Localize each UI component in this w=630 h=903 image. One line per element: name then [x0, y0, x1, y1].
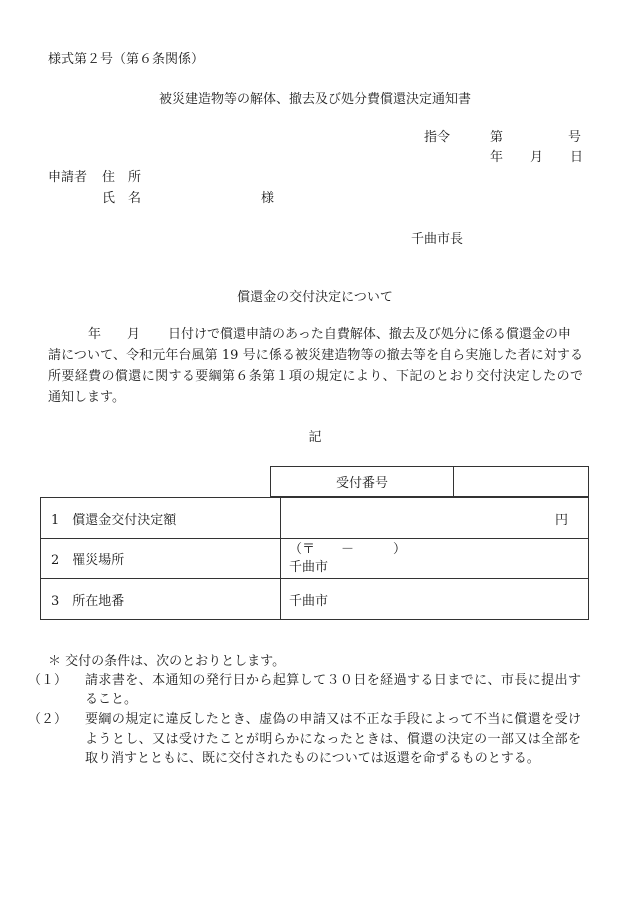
amount-value[interactable]: 円 — [281, 498, 589, 539]
receipt-value[interactable] — [454, 467, 589, 497]
receipt-table — [270, 466, 589, 497]
date-day: 日 — [570, 150, 584, 165]
body-line-4: 通知します。 — [48, 390, 125, 405]
condition-2-number: （２） — [28, 712, 68, 727]
body-line-3: 所要経費の償還に関する要綱第６条第１項の規定により、下記のとおり交付決定したので — [48, 369, 583, 384]
location-city: 千曲市 — [289, 559, 329, 575]
condition-1-number: （１） — [28, 673, 68, 688]
document-title: 被災建造物等の解体、撤去及び処分費償還決定通知書 — [158, 92, 471, 107]
condition-2-line-1: 要綱の規定に違反したとき、虚偽の申請又は不正な手段によって不当に償還を受け — [85, 712, 581, 727]
condition-2-line-2: ようとし、又は受けたことが明らかになったときは、償還の決定の一部又は全部を — [85, 732, 581, 747]
sama-label: 様 — [261, 191, 275, 206]
order-dai: 第 — [490, 130, 504, 145]
row-label-amount: 1 償還金交付決定額 — [41, 498, 281, 539]
conditions-intro: ＊ 交付の条件は、次のとおりとします。 — [48, 654, 286, 669]
order-shirei: 指令 — [424, 130, 451, 145]
body-month: 月 — [127, 327, 141, 342]
row-label-location: 2 罹災場所 — [41, 539, 281, 579]
condition-2-line-3: 取り消すとともに、既に交付されたものについては返還を命ずるものとする。 — [85, 751, 540, 766]
table-row — [41, 498, 589, 539]
address-label: 住 所 — [102, 170, 142, 185]
date-month: 月 — [530, 150, 544, 165]
postal-code: （〒 － ） — [289, 541, 407, 557]
body-line-1: 日付けで償還申請のあった自費解体、撤去及び処分に係る償還金の申 — [168, 327, 571, 342]
name-label: 氏 名 — [102, 191, 142, 206]
condition-1-line-1: 請求書を、本通知の発行日から起算して３０日を経過する日までに、市長に提出す — [85, 673, 581, 688]
table-row — [41, 579, 589, 620]
location-value[interactable] — [281, 539, 589, 579]
table-row — [41, 539, 589, 579]
lot-value[interactable]: 千曲市 — [281, 579, 589, 620]
details-table — [40, 497, 589, 620]
row-label-lot: 3 所在地番 — [41, 579, 281, 620]
ki-heading: 記 — [308, 430, 322, 445]
issuer: 千曲市長 — [411, 232, 464, 247]
applicant-label: 申請者 — [48, 170, 88, 185]
condition-1-line-2: ること。 — [85, 692, 138, 707]
receipt-label: 受付番号 — [271, 467, 454, 497]
subject: 償還金の交付決定について — [237, 290, 393, 305]
body-year: 年 — [88, 327, 102, 342]
body-line-2: 請について、令和元年台風第 19 号に係る被災建造物等の撤去等を自ら実施した者に対する — [48, 348, 583, 363]
form-label: 様式第２号（第６条関係） — [48, 52, 205, 67]
order-go: 号 — [568, 130, 582, 145]
date-year: 年 — [490, 150, 504, 165]
